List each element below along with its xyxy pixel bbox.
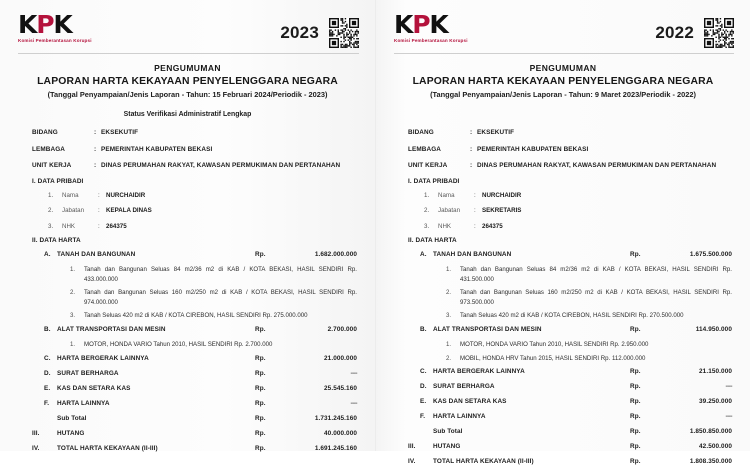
harta-amount: 2.700.000: [327, 325, 357, 333]
harta-amount: ----: [725, 413, 732, 421]
harta-letter: D.: [44, 369, 51, 377]
harta-currency: Rp.: [630, 251, 641, 258]
header-right-group: [280, 12, 359, 48]
harta-amount: 21.150.000: [699, 368, 732, 376]
harta-item: [446, 288, 732, 307]
row-value: SEKRETARIS: [482, 207, 522, 214]
harta-currency: Rp.: [255, 251, 266, 258]
identity-row: [32, 145, 357, 154]
harta-amount: 21.000.000: [324, 354, 357, 362]
subtotal-label: Sub Total: [433, 428, 463, 436]
kpk-logo-p: P: [412, 10, 430, 39]
document-header: [14, 8, 361, 52]
harta-amount: ----: [725, 383, 732, 391]
title-pengumuman: PENGUMUMAN: [529, 63, 597, 73]
harta-amount: 114.950.000: [695, 325, 732, 333]
harta-row: [420, 367, 732, 376]
harta-currency: Rp.: [255, 354, 266, 362]
harta-item: [70, 265, 357, 284]
harta-currency: Rp.: [255, 399, 266, 407]
total-amount: 1.691.245.160: [314, 444, 357, 452]
identity-label: UNIT KERJA: [408, 162, 448, 169]
harta-name: SURAT BERHARGA: [57, 369, 119, 377]
document-body: [14, 128, 361, 453]
harta-table: [32, 250, 357, 423]
harta-name: ALAT TRANSPORTASI DAN MESIN: [57, 325, 166, 333]
kpk-logo-wordmark: [18, 12, 72, 37]
kpk-logo-tagline: Komisi Pemberantasan Korupsi: [18, 38, 92, 43]
harta-currency: Rp.: [255, 325, 266, 333]
identity-colon: :: [470, 145, 473, 153]
harta-table: [408, 250, 732, 436]
harta-item-text: MOTOR, HONDA VARIO Tahun 2010, HASIL SENDIRI Rp. 2.700.000: [84, 340, 273, 348]
harta-item-text: Tanah dan Bangunan Seluas 160 m2/250 m2 di KAB / KOTA BEKASI, HASIL SENDIRI Rp. 973.500.000: [460, 289, 732, 306]
row-value: 264375: [106, 222, 127, 230]
identity-value: EKSEKUTIF: [101, 129, 139, 136]
row-label: Jabatan: [62, 207, 85, 214]
subtotal-label: Sub Total: [57, 414, 87, 422]
row-label: Nama: [62, 191, 79, 199]
header-right-group: [655, 12, 734, 48]
harta-currency: Rp.: [630, 383, 641, 391]
harta-name: HARTA LAINNYA: [57, 399, 110, 407]
identity-row: [408, 128, 732, 137]
harta-letter: A.: [420, 251, 427, 258]
identity-row: [32, 128, 357, 137]
total-amount: 1.808.350.000: [689, 458, 732, 466]
data-pribadi-row: [424, 206, 732, 215]
harta-letter: E.: [44, 384, 51, 392]
total-label: TOTAL HARTA KEKAYAAN (II-III): [433, 458, 534, 466]
harta-item-text: Tanah Seluas 420 m2 di KAB / KOTA CIREBON, HASIL SENDIRI Rp. 270.500.000: [460, 312, 684, 320]
row-label: Nama: [438, 191, 455, 199]
harta-item-number: 2.: [446, 354, 452, 362]
harta-row: [44, 250, 357, 259]
harta-item-text: Tanah dan Bangunan Seluas 160 m2/250 m2 di KAB / KOTA BEKASI, HASIL SENDIRI Rp. 974.000.000: [84, 289, 357, 306]
subtotal-amount: 1.731.245.160: [314, 414, 357, 422]
harta-letter: C.: [44, 354, 51, 362]
total-currency: Rp.: [255, 429, 266, 437]
harta-row: [420, 250, 732, 259]
kpk-logo-k2: K: [53, 10, 72, 39]
document-titles: [14, 63, 361, 99]
row-colon: :: [474, 207, 476, 214]
harta-item-text: Tanah dan Bangunan Seluas 84 m2/36 m2 di KAB / KOTA BEKASI, HASIL SENDIRI Rp. 433.000.000: [84, 266, 357, 283]
total-amount: 42.500.000: [699, 443, 732, 451]
harta-currency: Rp.: [255, 369, 266, 377]
harta-letter: C.: [420, 368, 427, 376]
harta-currency: Rp.: [630, 413, 641, 421]
harta-letter: B.: [44, 325, 51, 333]
total-roman-number: III.: [32, 429, 40, 437]
report-year: 2022: [655, 23, 694, 42]
row-label: NHK: [438, 222, 452, 230]
harta-name: TANAH DAN BANGUNAN: [57, 251, 136, 258]
row-colon: :: [474, 191, 476, 199]
identity-value: DINAS PERUMAHAN RAKYAT, KAWASAN PERMUKIMAN DAN PERTANAHAN: [477, 162, 717, 169]
harta-item-text: MOBIL, HONDA HRV Tahun 2015, HASIL SENDIRI Rp. 112.000.000: [460, 354, 646, 362]
harta-item: [70, 288, 357, 307]
section-heading-data-harta: II. DATA HARTA: [32, 237, 81, 244]
harta-item-list: [420, 340, 732, 363]
harta-name: TANAH DAN BANGUNAN: [433, 251, 512, 258]
verification-status: Status Verifikasi Administratif Lengkap: [123, 111, 252, 118]
header-divider: [18, 53, 359, 54]
row-label: Jabatan: [438, 207, 461, 214]
row-value: NURCHAIDIR: [106, 191, 146, 199]
data-pribadi-row: [424, 222, 732, 231]
row-colon: :: [98, 207, 100, 214]
harta-letter: D.: [420, 383, 427, 391]
harta-item: [446, 311, 732, 321]
total-currency: Rp.: [630, 458, 641, 466]
harta-item: [446, 265, 732, 284]
totals-table: [408, 442, 732, 466]
harta-item-text: MOTOR, HONDA VARIO Tahun 2010, HASIL SENDIRI Rp. 2.950.000: [460, 340, 649, 348]
total-row: [408, 442, 732, 451]
harta-row: [44, 399, 357, 408]
identity-row: [408, 161, 732, 170]
row-colon: :: [98, 222, 100, 230]
harta-item-number: 2.: [446, 289, 452, 297]
identity-row: [32, 161, 357, 170]
report-year: 2023: [280, 23, 319, 42]
qr-code-icon[interactable]: [329, 18, 359, 48]
row-number: 2.: [48, 207, 54, 214]
row-value: NURCHAIDIR: [482, 191, 522, 199]
data-pribadi-row: [424, 191, 732, 200]
kpk-logo: [394, 12, 468, 44]
kpk-logo-p: P: [36, 10, 54, 39]
row-value: 264375: [482, 222, 503, 230]
title-laporan: LAPORAN HARTA KEKAYAAN PENYELENGGARA NEGARA: [412, 76, 714, 87]
harta-item-list: [420, 265, 732, 321]
harta-name: HARTA BERGERAK LAINNYA: [57, 354, 149, 362]
document-titles: [390, 63, 736, 99]
subtotal-row: [420, 427, 732, 436]
title-pengumuman: PENGUMUMAN: [154, 63, 221, 73]
identity-colon: :: [94, 145, 97, 153]
row-number: 3.: [48, 222, 54, 230]
kpk-logo: [18, 12, 92, 44]
harta-letter: E.: [420, 398, 427, 406]
harta-item-number: 2.: [70, 289, 76, 297]
total-label: TOTAL HARTA KEKAYAAN (II-III): [57, 444, 158, 452]
row-number: 1.: [424, 191, 430, 199]
total-roman-number: III.: [408, 443, 416, 451]
identity-label: BIDANG: [408, 129, 434, 136]
total-amount: 40.000.000: [324, 429, 357, 437]
section-heading-data-harta: II. DATA HARTA: [408, 237, 457, 244]
harta-item-number: 1.: [70, 340, 76, 348]
harta-row: [420, 397, 732, 406]
harta-item-number: 3.: [70, 312, 76, 320]
data-pribadi-list: [408, 191, 732, 231]
identity-colon: :: [94, 162, 97, 169]
total-row: [32, 444, 357, 453]
harta-item-number: 1.: [446, 340, 452, 348]
kpk-logo-k2: K: [429, 10, 448, 39]
total-currency: Rp.: [255, 444, 266, 452]
identity-label: BIDANG: [32, 129, 58, 136]
section-heading-data-pribadi: I. DATA PRIBADI: [32, 177, 84, 185]
subtotal-currency: Rp.: [255, 414, 266, 422]
row-number: 1.: [48, 191, 54, 199]
kpk-logo-k1: K: [394, 10, 413, 39]
harta-name: KAS DAN SETARA KAS: [57, 384, 131, 392]
identity-value: EKSEKUTIF: [477, 129, 515, 136]
data-pribadi-row: [48, 222, 357, 231]
identity-colon: :: [470, 162, 473, 169]
harta-letter: B.: [420, 325, 427, 333]
document-page-2: [375, 0, 750, 466]
data-pribadi-list: [32, 191, 357, 231]
data-pribadi-row: [48, 191, 357, 200]
row-colon: :: [474, 222, 476, 230]
harta-amount: 1.675.500.000: [689, 251, 732, 258]
harta-amount: ----: [350, 399, 357, 407]
harta-item: [70, 340, 357, 350]
harta-item-text: Tanah Seluas 420 m2 di KAB / KOTA CIREBON, HASIL SENDIRI Rp. 275.000.000: [84, 312, 308, 320]
harta-letter: A.: [44, 251, 51, 258]
harta-row: [44, 354, 357, 363]
title-laporan: LAPORAN HARTA KEKAYAAN PENYELENGGARA NEGARA: [37, 76, 338, 87]
kpk-logo-wordmark: [394, 12, 448, 37]
harta-row: [44, 369, 357, 378]
total-label: HUTANG: [57, 429, 85, 437]
harta-row: [420, 325, 732, 334]
harta-item-number: 3.: [446, 312, 452, 320]
kpk-logo-tagline: Komisi Pemberantasan Korupsi: [394, 38, 468, 43]
harta-name: SURAT BERHARGA: [433, 383, 495, 391]
identity-value: PEMERINTAH KABUPATEN BEKASI: [101, 145, 213, 153]
identity-colon: :: [94, 129, 97, 136]
row-label: NHK: [62, 222, 76, 230]
kpk-logo-k1: K: [18, 10, 37, 39]
harta-item-number: 1.: [70, 266, 76, 273]
title-subtitle: (Tanggal Penyampaian/Jenis Laporan - Tahun: 15 Februari 2024/Periodik - 2023): [47, 90, 328, 99]
harta-letter: F.: [44, 399, 50, 407]
row-value: KEPALA DINAS: [106, 207, 152, 214]
identity-label: LEMBAGA: [32, 145, 66, 153]
total-currency: Rp.: [630, 443, 641, 451]
identity-row: [408, 145, 732, 154]
harta-row: [44, 325, 357, 334]
identity-label: UNIT KERJA: [32, 162, 72, 169]
total-roman-number: IV.: [408, 458, 416, 466]
identity-value: DINAS PERUMAHAN RAKYAT, KAWASAN PERMUKIMAN DAN PERTANAHAN: [101, 162, 341, 169]
subtotal-amount: 1.850.850.000: [689, 428, 732, 436]
harta-item: [70, 311, 357, 321]
harta-row: [420, 412, 732, 421]
header-divider: [394, 53, 734, 54]
harta-item-number: 1.: [446, 266, 452, 273]
total-label: HUTANG: [433, 443, 461, 451]
harta-amount: 25.545.160: [324, 384, 357, 392]
qr-code-icon[interactable]: [704, 18, 734, 48]
harta-currency: Rp.: [255, 384, 266, 392]
harta-amount: 1.682.000.000: [314, 251, 357, 258]
harta-name: HARTA LAINNYA: [433, 413, 486, 421]
total-row: [408, 457, 732, 466]
row-colon: :: [98, 191, 100, 199]
harta-amount: ----: [350, 369, 357, 377]
harta-name: ALAT TRANSPORTASI DAN MESIN: [433, 325, 542, 333]
row-number: 2.: [424, 207, 430, 214]
identity-value: PEMERINTAH KABUPATEN BEKASI: [477, 145, 589, 153]
title-subtitle: (Tanggal Penyampaian/Jenis Laporan - Tahun: 9 Maret 2023/Periodik - 2022): [430, 90, 696, 99]
harta-item-list: [44, 265, 357, 321]
document-page-1: [0, 0, 375, 451]
section-heading-data-pribadi: I. DATA PRIBADI: [408, 177, 460, 185]
totals-table: [32, 429, 357, 453]
harta-row: [420, 382, 732, 391]
harta-currency: Rp.: [630, 325, 641, 333]
total-row: [32, 429, 357, 438]
document-body: [390, 128, 736, 466]
harta-item-list: [44, 340, 357, 350]
subtotal-row: [44, 414, 357, 423]
harta-currency: Rp.: [630, 398, 641, 406]
harta-item: [446, 340, 732, 350]
harta-currency: Rp.: [630, 368, 641, 376]
data-pribadi-row: [48, 206, 357, 215]
harta-item-text: Tanah dan Bangunan Seluas 84 m2/36 m2 di KAB / KOTA BEKASI, HASIL SENDIRI Rp. 431.500.000: [460, 266, 732, 283]
harta-row: [44, 384, 357, 393]
harta-letter: F.: [420, 413, 426, 421]
harta-name: KAS DAN SETARA KAS: [433, 398, 507, 406]
subtotal-currency: Rp.: [630, 428, 641, 436]
document-header: [390, 8, 736, 52]
harta-name: HARTA BERGERAK LAINNYA: [433, 368, 525, 376]
identity-colon: :: [470, 129, 473, 136]
total-roman-number: IV.: [32, 444, 40, 452]
row-number: 3.: [424, 222, 430, 230]
harta-item: [446, 354, 732, 364]
identity-label: LEMBAGA: [408, 145, 442, 153]
harta-amount: 39.250.000: [699, 398, 732, 406]
